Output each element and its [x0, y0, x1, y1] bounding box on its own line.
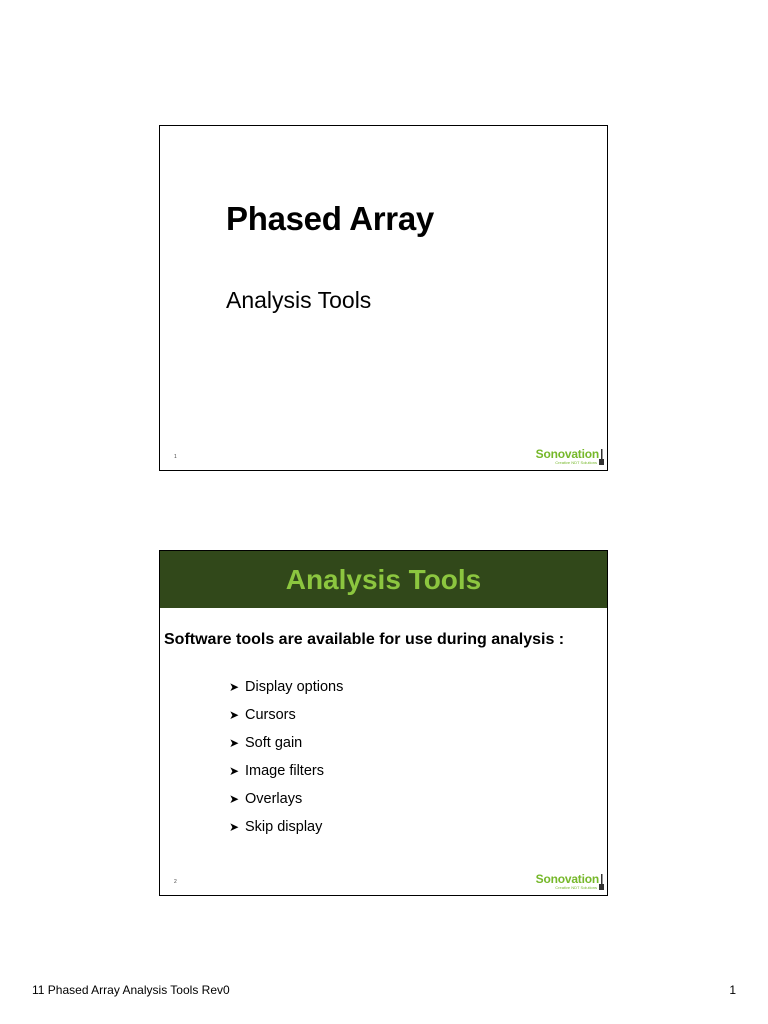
tool-list [229, 679, 343, 847]
list-item: ➤ Skip display [229, 819, 323, 835]
logo-mark-icon [599, 449, 604, 465]
arrow-bullet-icon: ➤ [229, 680, 240, 694]
slide-2-intro: Software tools are available for use during analysis : [164, 631, 565, 648]
slide-1-subtitle: Analysis Tools [226, 287, 372, 313]
logo-text: Sonovation [535, 872, 599, 886]
logo-text: Sonovation [535, 447, 599, 461]
sonovation-logo [524, 872, 604, 892]
document-footer-title: 11 Phased Array Analysis Tools Rev0 [32, 983, 230, 997]
slide-2-header [160, 551, 607, 608]
page-number: 1 [729, 983, 736, 997]
sonovation-logo [524, 447, 604, 467]
list-item: ➤ Display options [229, 679, 344, 695]
list-item: ➤ Image filters [229, 763, 324, 779]
logo-tagline: Creative NDT Solutions [555, 460, 597, 465]
arrow-bullet-icon: ➤ [229, 764, 240, 778]
arrow-bullet-icon: ➤ [229, 820, 240, 834]
list-item: ➤ Soft gain [229, 735, 303, 751]
slide-1-number: 1 [174, 454, 177, 460]
slide-2 [159, 550, 608, 896]
logo-tagline: Creative NDT Solutions [555, 885, 597, 890]
slide-1 [159, 125, 608, 471]
list-item: ➤ Overlays [229, 791, 303, 807]
logo-mark-icon [599, 874, 604, 890]
slide-1-title: Phased Array [226, 200, 434, 237]
arrow-bullet-icon: ➤ [229, 736, 240, 750]
arrow-bullet-icon: ➤ [229, 792, 240, 806]
slide-2-number: 2 [174, 879, 177, 885]
arrow-bullet-icon: ➤ [229, 708, 240, 722]
list-item: ➤ Cursors [229, 707, 296, 723]
slide-2-title: Analysis Tools [285, 564, 482, 595]
